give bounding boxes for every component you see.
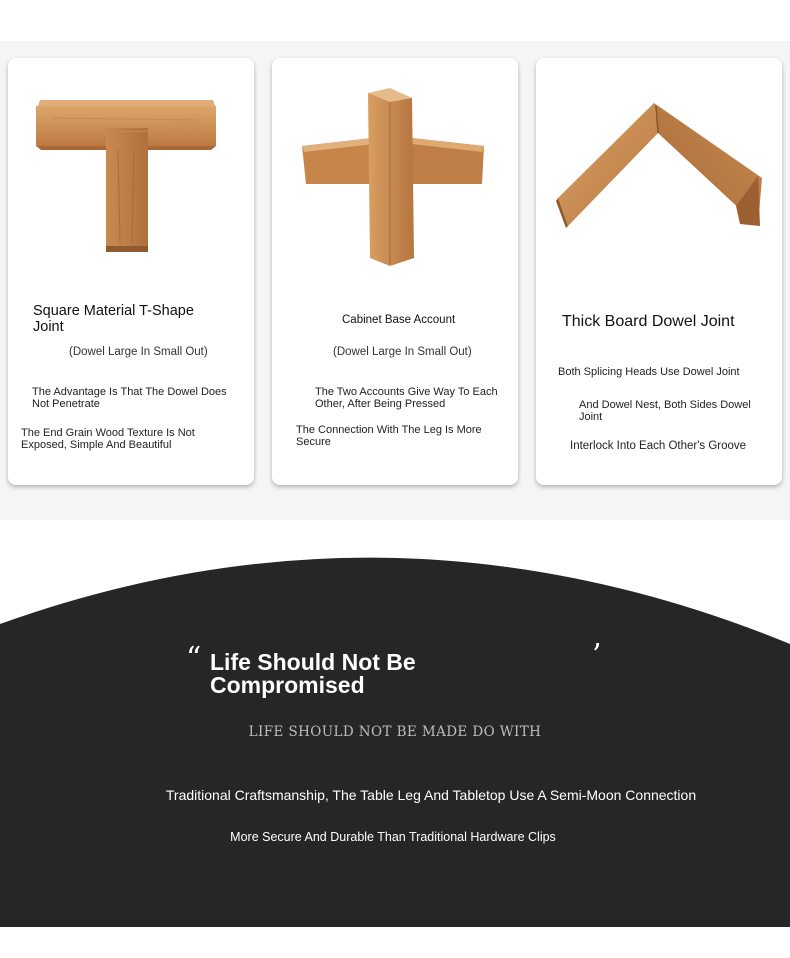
card-t-shape-joint <box>8 58 254 485</box>
card-point: And Dowel Nest, Both Sides Dowel Joint <box>579 399 751 424</box>
banner-description-line: More Secure And Durable Than Traditional Hardware Clips <box>230 830 556 844</box>
card-title: Cabinet Base Account <box>342 314 456 326</box>
card-point: Both Splicing Heads Use Dowel Joint <box>558 366 740 378</box>
card-point: The End Grain Wood Texture Is Not Exposed, Simple And Beautiful <box>21 427 195 452</box>
card-point: The Advantage Is That The Dowel Does Not Penetrate <box>32 386 227 411</box>
banner-description-line: Traditional Craftsmanship, The Table Leg And Tabletop Use A Semi-Moon Connection <box>165 787 697 803</box>
banner-headline: Life Should Not Be Compromised <box>210 649 416 698</box>
card-title: Thick Board Dowel Joint <box>562 313 735 330</box>
card-point: The Two Accounts Give Way To Each Other, After Being Pressed <box>315 386 498 411</box>
cross-joint-image <box>272 58 518 288</box>
card-subtitle: (Dowel Large In Small Out) <box>69 346 208 358</box>
corner-joint-image <box>536 58 782 288</box>
banner-subheadline: LIFE SHOULD NOT BE MADE DO WITH <box>248 724 542 740</box>
card-cabinet-base <box>272 58 518 485</box>
card-point: Interlock Into Each Other's Groove <box>570 440 747 452</box>
card-point: The Connection With The Leg Is More Secure <box>296 424 482 449</box>
t-joint-image <box>8 58 254 288</box>
open-quote-mark: “ <box>186 641 202 676</box>
joint-cards-section <box>0 41 790 520</box>
close-quote-mark: ’ <box>592 638 602 673</box>
card-subtitle: (Dowel Large In Small Out) <box>333 346 472 358</box>
card-title: Square Material T-Shape Joint <box>33 303 194 336</box>
card-dowel-joint <box>536 58 782 485</box>
